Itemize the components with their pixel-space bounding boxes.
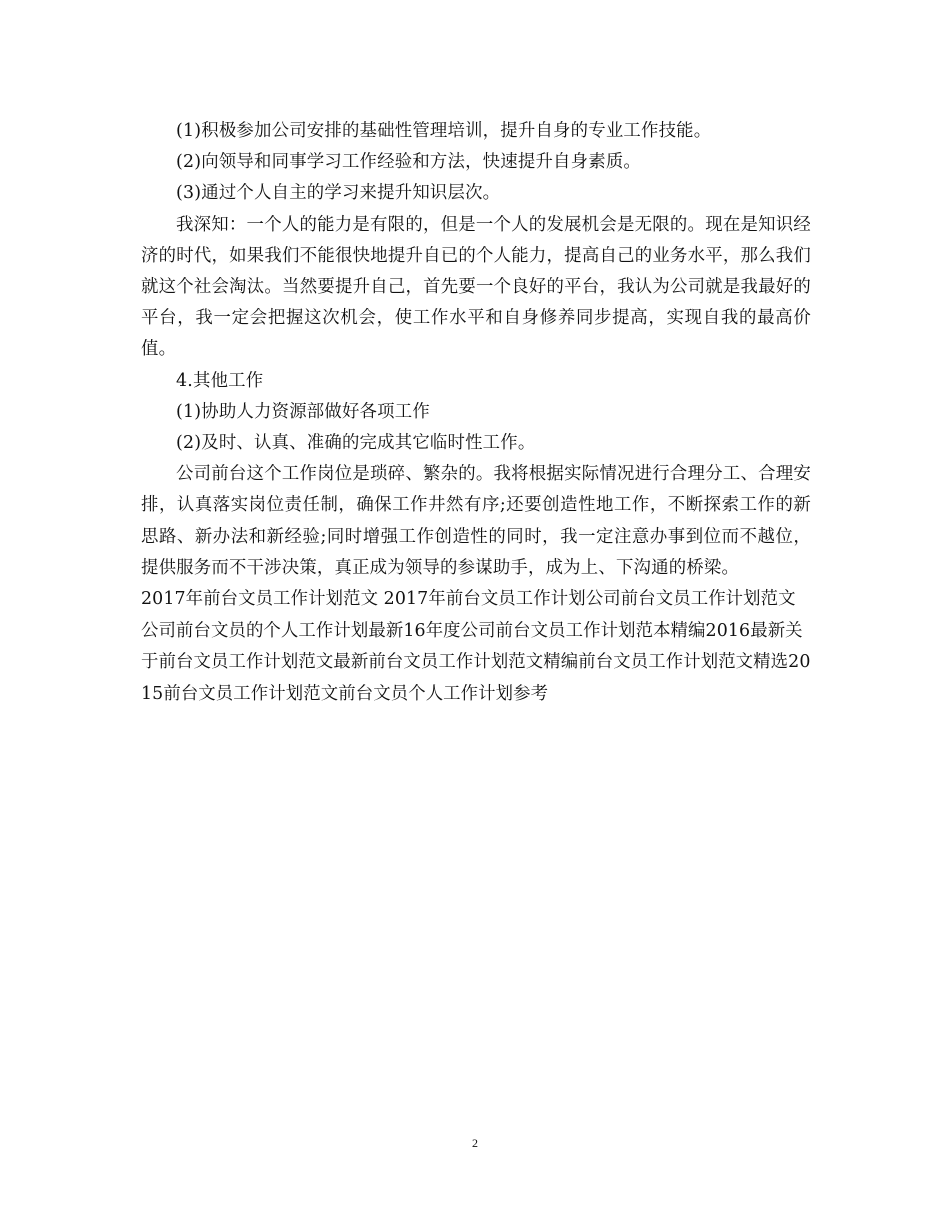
paragraph-training-item-1: (1)积极参加公司安排的基础性管理培训，提升自身的专业工作技能。 — [176, 121, 712, 141]
paragraph-other-work-item-2: (2)及时、认真、准确的完成其它临时性工作。 — [176, 433, 536, 454]
paragraph-self-development: 我深知：一个人的能力是有限的，但是一个人的发展机会是无限的。现在是知识经济的时代，如果我们不能很快地提升自已的个人能力，提高自己的业务水平，那么我们就这个社会淘汰。当然要提升自己，首先要一个良好的平台，我认为公司就是我最好的平台，我一定会把握这次机会，使工作水平和自身修养同步提高，实现自我的最高价值。 — [141, 214, 811, 360]
page-number: 2 — [472, 1136, 478, 1150]
paragraph-other-work-item-1: (1)协助人力资源部做好各项工作 — [176, 401, 430, 422]
paragraph-conclusion: 公司前台这个工作岗位是琐碎、繁杂的。我将根据实际情况进行合理分工、合理安排，认真落实岗位责任制，确保工作井然有序;还要创造性地工作，不断探索工作的新思路、新办法和新经验;同时增强工作创造性的同时，我一定注意办事到位而不越位，提供服务而不干涉决策，真正成为领导的参谋助手，成为上、下沟通的桥梁。 — [141, 464, 811, 578]
document-body — [141, 116, 811, 710]
paragraph-training-item-2: (2)向领导和同事学习工作经验和方法，快速提升自身素质。 — [176, 152, 642, 173]
section-heading-other-work: 4.其他工作 — [176, 370, 264, 391]
related-titles: 2017年前台文员工作计划范文 2017年前台文员工作计划公司前台文员工作计划范文公司前台文员的个人工作计划最新16年度公司前台文员工作计划范本精编2016最新关于前台文员工作计划范文最新前台文员工作计划范文精编前台文员工作计划范文精选2015前台文员工作计划范文前台文员个人工作计划参考 — [141, 589, 811, 704]
paragraph-training-item-3: (3)通过个人自主的学习来提升知识层次。 — [176, 183, 501, 204]
